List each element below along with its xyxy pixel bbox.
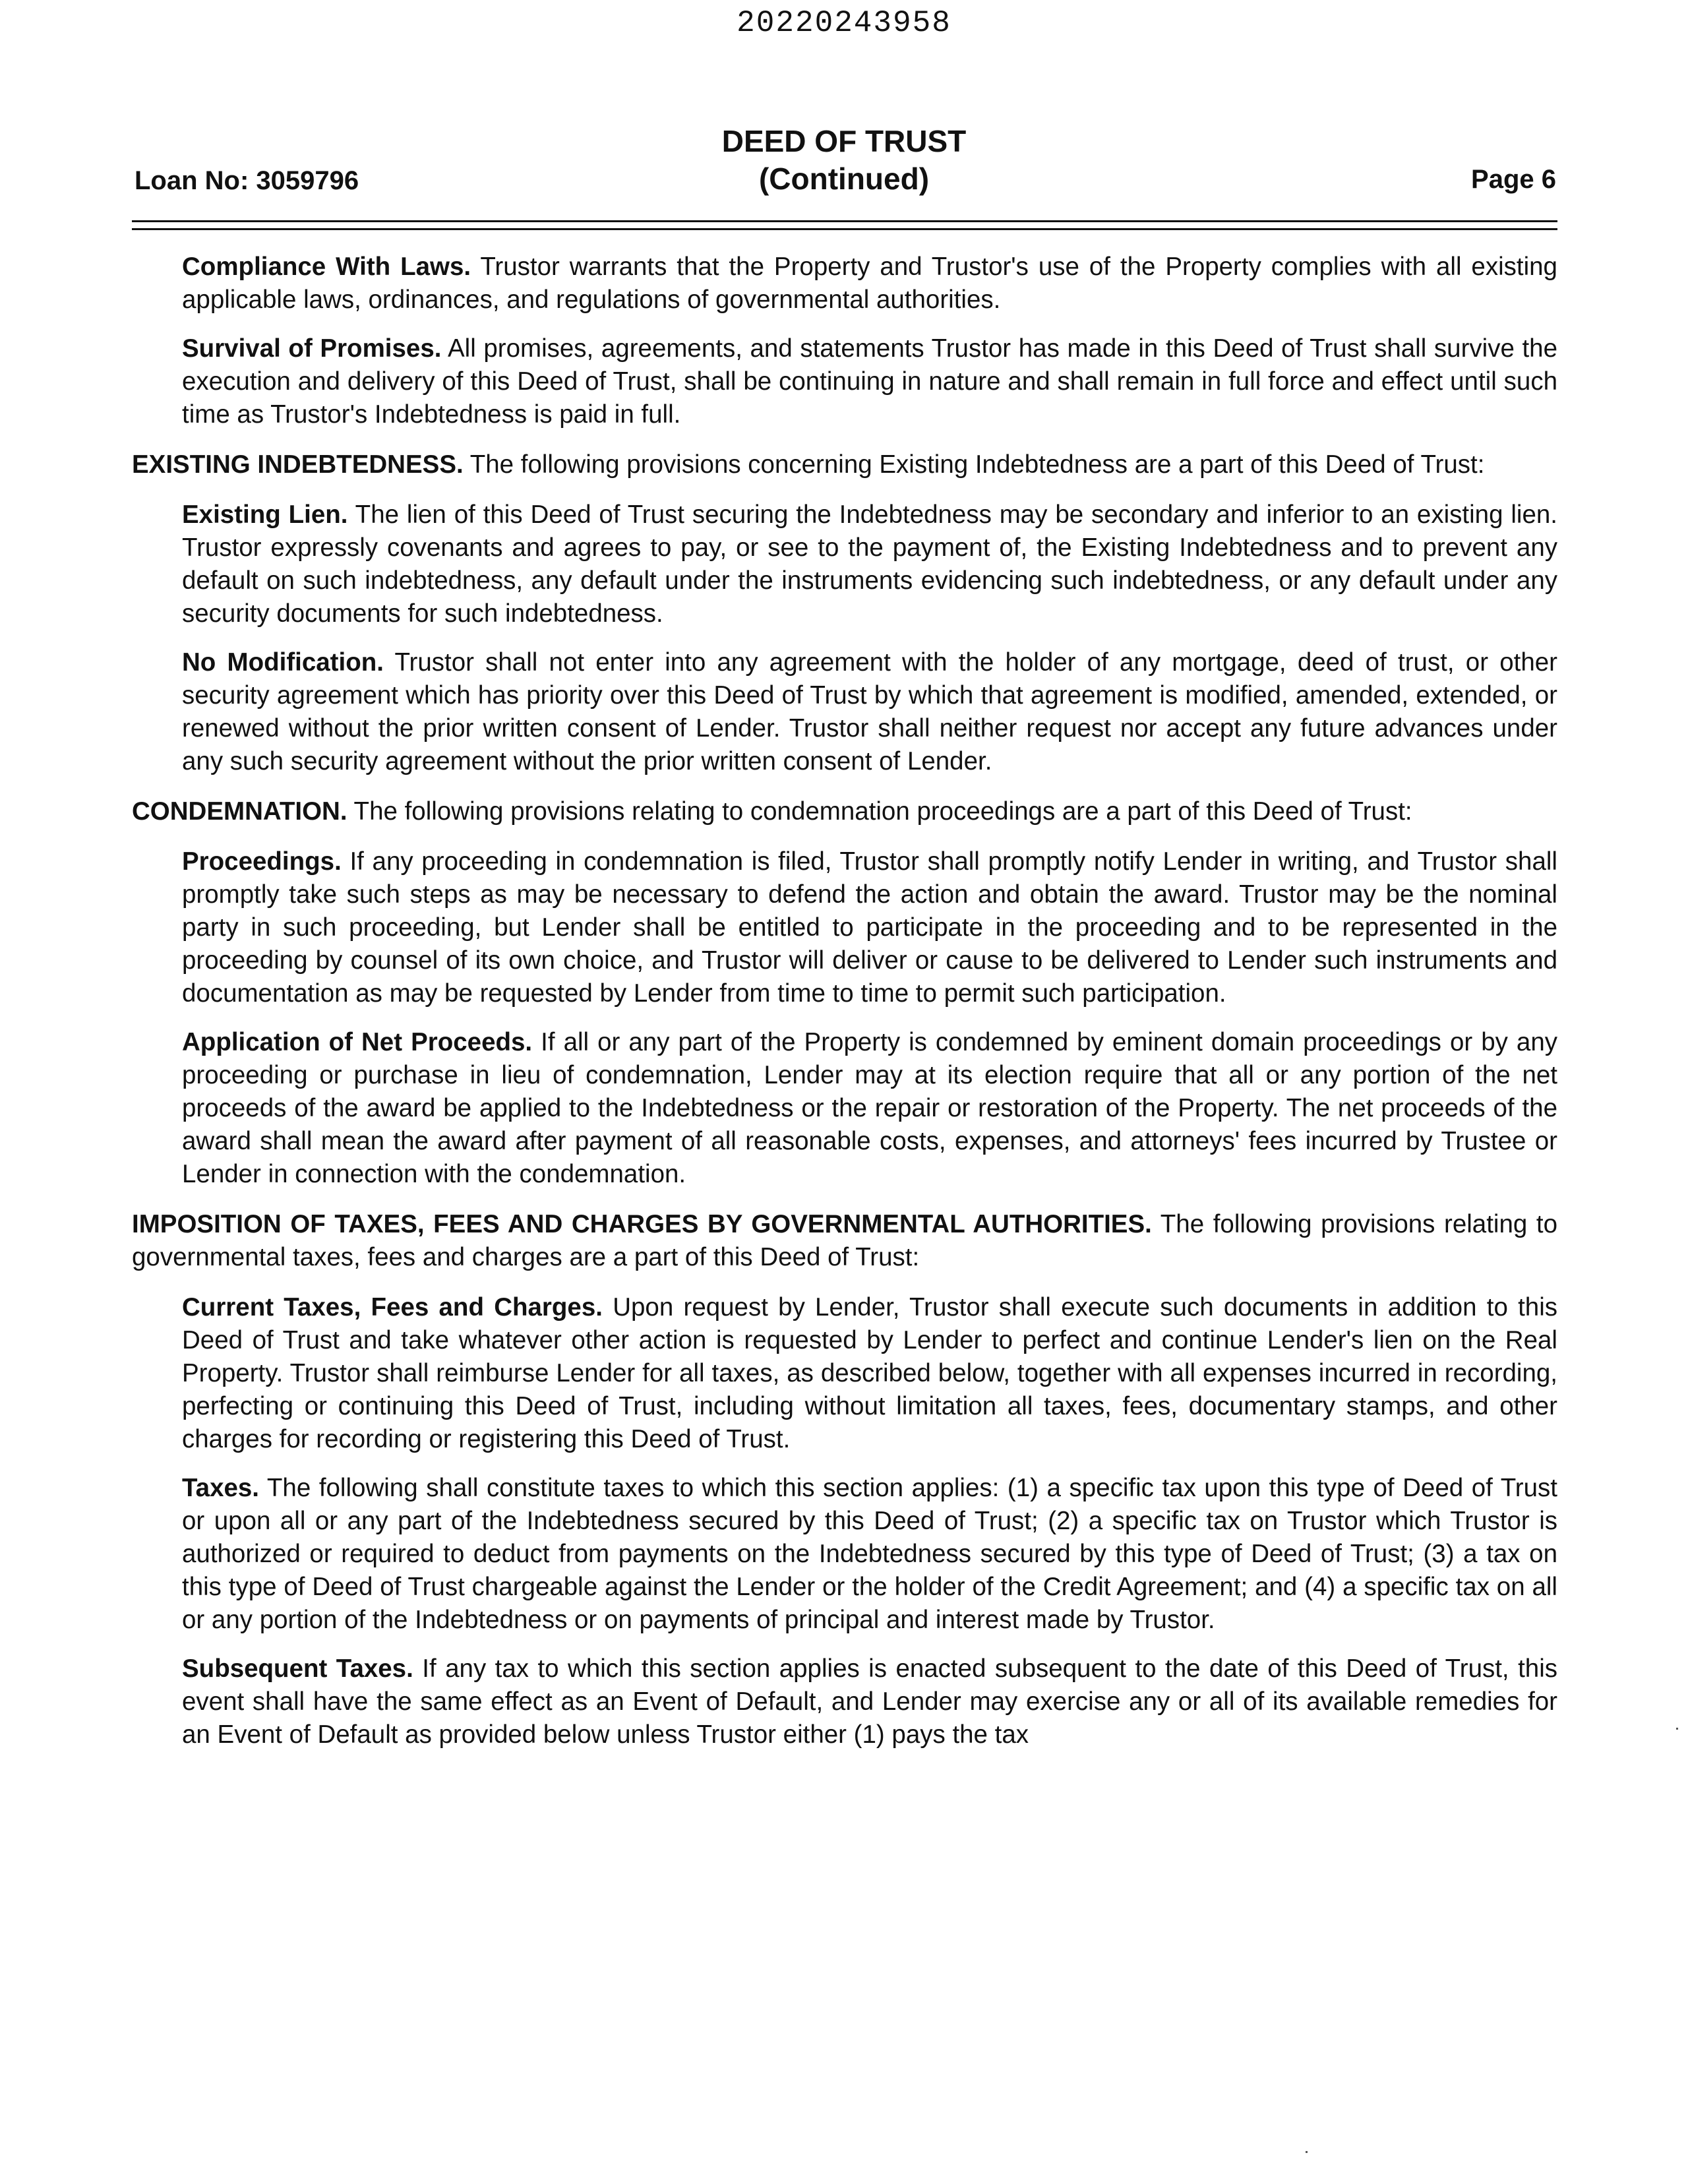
section-heading: IMPOSITION OF TAXES, FEES AND CHARGES BY GOVERNMENTAL AUTHORITIES. [132,1210,1152,1238]
paragraph-text: Trustor shall not enter into any agreement with the holder of any mortgage, deed of trust, or other security agreement which has priority over this Deed of Trust by which that agreement is modified, amended, extended, or renewed without the prior written consent of Lender. Trustor shall neither request nor accept any future advances under any such security agreement without the prior written consent of Lender. [182,648,1557,775]
section-imposition-of-taxes [132,1208,1557,1274]
page-number: Page 6 [1471,165,1556,194]
paragraph-text: If any tax to which this section applies is enacted subsequent to the date of this Deed of Trust, this event shall have the same effect as an Event of Default, and Lender may exercise any or all of its available remedies for an Event of Default as provided below unless Trustor either (1) pays the tax [182,1654,1557,1749]
header-divider-top [132,220,1557,222]
paragraph-heading: Compliance With Laws. [182,253,471,281]
paragraph-current-taxes-fees-charges [182,1291,1557,1456]
scan-speck [1676,1728,1678,1730]
paragraph-no-modification [182,646,1557,778]
title-line-2: (Continued) [758,162,930,196]
scan-speck [1306,2151,1308,2153]
paragraph-heading: Subsequent Taxes. [182,1654,413,1683]
paragraph-compliance-with-laws [182,251,1557,317]
paragraph-application-of-net-proceeds [182,1026,1557,1191]
paragraph-taxes [182,1472,1557,1637]
section-text: The following provisions relating to governmental taxes, fees and charges are a part of this Deed of Trust: [132,1210,1557,1271]
section-existing-indebtedness [132,448,1557,481]
paragraph-text: All promises, agreements, and statements Trustor has made in this Deed of Trust shall survive the execution and delivery of this Deed of Trust, shall be continuing in nature and shall remain in full force and effect until such time as Trustor's Indebtedness is paid in full. [182,334,1558,429]
paragraph-text: Upon request by Lender, Trustor shall execute such documents in addition to this Deed of Trust and take whatever other action is requested by Lender to perfect and continue Lender's lien on the Real Property. Trustor shall reimburse Lender for all taxes, as described below, together with all expenses incurred in recording, perfecting or continuing this Deed of Trust, including without limitation all taxes, fees, documentary stamps, and other charges for recording or registering this Deed of Trust. [182,1293,1558,1453]
document-body [132,251,1557,1751]
recording-number: 20220243958 [737,6,951,40]
paragraph-survival-of-promises [182,332,1557,431]
paragraph-text: The following shall constitute taxes to which this section applies: (1) a specific tax upon this type of Deed of Trust or upon all or any part of the Indebtedness secured by this Deed of Trust; (2) a specific tax on Trustor which Trustor is authorized or required to deduct from payments on the Indebtedness secured by this type of Deed of Trust; (3) a tax on this type of Deed of Trust chargeable against the Lender or the holder of the Credit Agreement; and (4) a specific tax on all or any portion of the Indebtedness or on payments of principal and interest made by Trustor. [182,1474,1557,1634]
loan-number: Loan No: 3059796 [135,166,359,195]
paragraph-heading: Survival of Promises. [182,334,442,363]
section-condemnation [132,795,1557,828]
paragraph-heading: Current Taxes, Fees and Charges. [182,1293,603,1321]
paragraph-text: Trustor warrants that the Property and Trustor's use of the Property complies with all existing applicable laws, ordinances, and regulations of governmental authorities. [182,253,1557,314]
page-header [132,123,1556,202]
paragraph-heading: Existing Lien. [182,501,348,529]
paragraph-subsequent-taxes [182,1653,1557,1751]
paragraph-heading: No Modification. [182,648,384,677]
paragraph-heading: Taxes. [182,1474,260,1502]
title-line-1: DEED OF TRUST [721,124,967,158]
section-heading: CONDEMNATION. [132,797,347,826]
paragraph-text: The lien of this Deed of Trust securing the Indebtedness may be secondary and inferior to an existing lien. Trustor expressly covenants and agrees to pay, or see to the payment of, the Existing Indebtedness and to prevent any default on such indebtedness, any default under the instruments evidencing such indebtedness, or any default under any security documents for such indebtedness. [182,501,1557,628]
paragraph-existing-lien [182,499,1557,630]
section-heading: EXISTING INDEBTEDNESS. [132,450,464,479]
paragraph-text: If all or any part of the Property is condemned by eminent domain proceedings or by any proceeding or purchase in lieu of condemnation, Lender may at its election require that all or any portion of the net proceeds of the award be applied to the Indebtedness or the repair or restoration of the Property. The net proceeds of the award shall mean the award after payment of all reasonable costs, expenses, and attorneys' fees incurred by Trustee or Lender in connection with the condemnation. [182,1028,1557,1188]
section-text: The following provisions concerning Existing Indebtedness are a part of this Deed of Trust: [469,450,1485,479]
paragraph-text: If any proceeding in condemnation is filed, Trustor shall promptly notify Lender in writing, and Trustor shall promptly take such steps as may be necessary to defend the action and obtain the award. Trustor may be the nominal party in such proceeding, but Lender shall be entitled to participate in the proceeding and to be represented in the proceeding by counsel of its own choice, and Trustor will deliver or cause to be delivered to Lender such instruments and documentation as may be requested by Lender from time to time to permit such participation. [182,847,1557,1008]
paragraph-heading: Proceedings. [182,847,342,876]
section-text: The following provisions relating to condemnation proceedings are a part of this Deed of Trust: [353,797,1412,826]
header-divider-bottom [132,228,1557,230]
paragraph-proceedings [182,845,1557,1010]
paragraph-heading: Application of Net Proceeds. [182,1028,533,1056]
